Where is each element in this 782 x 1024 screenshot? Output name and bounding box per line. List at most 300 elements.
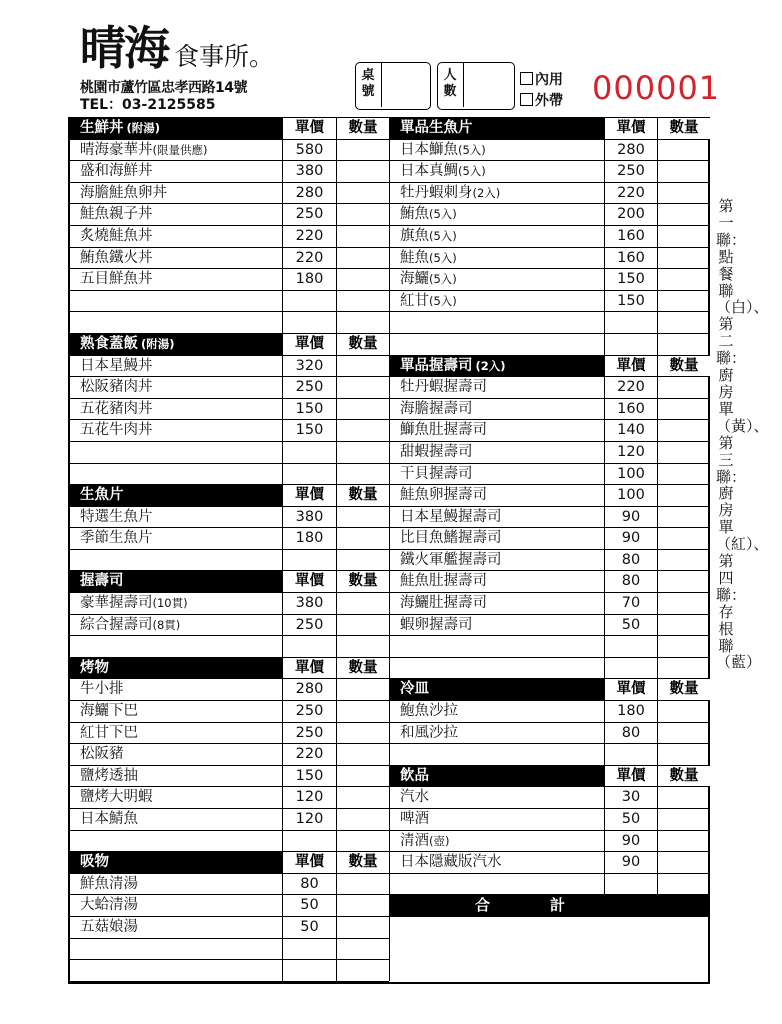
menu-item-price: 250	[604, 161, 657, 182]
menu-item-quantity-field[interactable]	[657, 571, 710, 592]
blank-row	[390, 636, 710, 658]
menu-item-quantity-field[interactable]	[336, 787, 389, 808]
menu-item-name	[70, 615, 282, 636]
menu-item-note: (5入)	[458, 164, 486, 179]
menu-item-row	[70, 183, 389, 205]
section-header	[390, 356, 710, 378]
dine-in-checkbox[interactable]	[520, 71, 563, 89]
menu-item-quantity-field[interactable]	[336, 766, 389, 787]
section-title	[70, 485, 282, 506]
menu-item-price: 150	[282, 420, 336, 441]
menu-item-row	[70, 679, 389, 701]
people-count-label: 人數	[443, 68, 457, 99]
table-number-divider	[381, 63, 382, 107]
blank-quantity-field[interactable]	[336, 939, 389, 960]
menu-item-name-text: 松阪豬	[80, 746, 124, 763]
menu-item-name-text: 五菇娘湯	[80, 918, 138, 935]
menu-item-quantity-field[interactable]	[657, 377, 710, 398]
menu-item-name-text: 季節生魚片	[80, 530, 153, 547]
menu-item-price: 380	[282, 507, 336, 528]
menu-item-price: 380	[282, 161, 336, 182]
menu-item-price: 220	[282, 226, 336, 247]
quantity-column-header: 數量	[657, 356, 710, 377]
menu-item-quantity-field[interactable]	[657, 269, 710, 290]
menu-item-quantity-field[interactable]	[336, 744, 389, 765]
price-column-header: 單價	[604, 679, 657, 700]
menu-item-row	[390, 248, 710, 270]
menu-item-name	[70, 161, 282, 182]
menu-item-quantity-field[interactable]	[657, 420, 710, 441]
section-title-text: 握壽司	[80, 573, 124, 590]
menu-item-name-text: 汽水	[400, 789, 429, 806]
menu-item-row	[70, 140, 389, 162]
price-column-header: 單價	[282, 485, 336, 506]
price-column-header: 單價	[282, 852, 336, 873]
menu-item-price: 50	[604, 809, 657, 830]
menu-item-row	[390, 161, 710, 183]
menu-item-name-text: 豪華握壽司	[80, 595, 153, 612]
menu-item-quantity-field[interactable]	[336, 874, 389, 895]
section-title-text: 生魚片	[80, 487, 124, 504]
menu-item-quantity-field[interactable]	[657, 787, 710, 808]
quantity-column-header: 數量	[336, 118, 389, 139]
menu-item-price: 220	[282, 248, 336, 269]
section-header	[70, 118, 389, 140]
blank-name-field[interactable]	[390, 334, 604, 355]
section-header	[70, 485, 389, 507]
menu-item-price: 320	[282, 356, 336, 377]
address: 桃園市蘆竹區忠孝西路14號	[80, 80, 247, 96]
menu-item-name-text: 鰤魚肚握壽司	[400, 422, 487, 439]
menu-item-quantity-field[interactable]	[657, 183, 710, 204]
menu-item-quantity-field[interactable]	[336, 183, 389, 204]
menu-item-row	[70, 226, 389, 248]
blank-quantity-field[interactable]	[336, 960, 389, 981]
menu-item-price: 280	[282, 679, 336, 700]
menu-item-quantity-field[interactable]	[657, 464, 710, 485]
menu-item-quantity-field[interactable]	[336, 420, 389, 441]
takeout-checkbox[interactable]	[520, 92, 563, 110]
right-menu-column	[389, 118, 710, 981]
menu-item-price: 250	[282, 723, 336, 744]
menu-item-quantity-field[interactable]	[336, 895, 389, 916]
blank-row	[70, 464, 389, 486]
menu-item-row	[390, 226, 710, 248]
quantity-column-header: 數量	[336, 485, 389, 506]
menu-item-price: 160	[604, 248, 657, 269]
menu-item-name	[390, 183, 604, 204]
menu-item-name	[390, 226, 604, 247]
menu-item-name	[390, 723, 604, 744]
blank-name-field[interactable]	[70, 464, 282, 485]
section-title-text: 烤物	[80, 659, 109, 676]
menu-item-name	[70, 874, 282, 895]
menu-item-name-text: 鹽烤透抽	[80, 767, 138, 784]
menu-item-name	[70, 356, 282, 377]
blank-price-field[interactable]	[282, 550, 336, 571]
menu-item-quantity-field[interactable]	[657, 593, 710, 614]
menu-item-name	[390, 571, 604, 592]
menu-item-row	[70, 917, 389, 939]
blank-name-field[interactable]	[390, 744, 604, 765]
menu-item-name-text: 海膽鮭魚卵丼	[80, 184, 167, 201]
menu-item-row	[70, 420, 389, 442]
menu-item-quantity-field[interactable]	[657, 204, 710, 225]
menu-item-name-text: 日本星鰻丼	[80, 357, 153, 374]
menu-item-row	[70, 744, 389, 766]
blank-price-field[interactable]	[282, 939, 336, 960]
menu-item-name-text: 旗魚	[400, 227, 429, 244]
menu-item-note: (5入)	[429, 293, 457, 308]
menu-item-quantity-field[interactable]	[657, 615, 710, 636]
menu-item-price: 70	[604, 593, 657, 614]
quantity-column-header: 數量	[336, 658, 389, 679]
menu-item-name-text: 蝦卵握壽司	[400, 616, 473, 633]
menu-item-quantity-field[interactable]	[336, 356, 389, 377]
section-header	[390, 679, 710, 701]
menu-item-price: 80	[604, 550, 657, 571]
menu-item-price: 50	[282, 895, 336, 916]
menu-item-price: 80	[604, 571, 657, 592]
menu-item-name-text: 鐵火軍艦握壽司	[400, 551, 502, 568]
menu-item-name	[70, 787, 282, 808]
menu-item-name-text: 日本隱藏版汽水	[400, 854, 502, 871]
menu-item-name-text: 鮑魚沙拉	[400, 703, 458, 720]
quantity-column-header: 數量	[657, 766, 710, 787]
blank-name-field[interactable]	[70, 636, 282, 657]
dine-in-label: 內用	[535, 72, 563, 88]
blank-price-field[interactable]	[282, 960, 336, 981]
menu-item-quantity-field[interactable]	[657, 809, 710, 830]
menu-item-name-text: 炙燒鮭魚丼	[80, 227, 153, 244]
blank-name-field[interactable]	[390, 874, 604, 895]
blank-price-field[interactable]	[604, 658, 657, 679]
menu-item-row	[70, 161, 389, 183]
section-title	[390, 766, 604, 787]
blank-price-field[interactable]	[282, 442, 336, 463]
menu-item-price: 150	[282, 766, 336, 787]
section-title-text: 飲品	[400, 767, 429, 784]
menu-item-quantity-field[interactable]	[657, 852, 710, 873]
menu-item-name-text: 鮭魚	[400, 249, 429, 266]
menu-item-price: 180	[604, 701, 657, 722]
menu-item-price: 280	[604, 140, 657, 161]
menu-item-row	[390, 140, 710, 162]
blank-quantity-field[interactable]	[657, 874, 710, 895]
menu-item-name	[70, 679, 282, 700]
menu-item-price: 90	[604, 528, 657, 549]
people-count-divider	[463, 63, 464, 107]
menu-item-row	[70, 615, 389, 637]
quantity-column-header: 數量	[336, 571, 389, 592]
menu-item-row	[70, 204, 389, 226]
menu-item-price: 50	[282, 917, 336, 938]
menu-item-quantity-field[interactable]	[336, 269, 389, 290]
section-title-note: (附湯)	[141, 336, 175, 351]
menu-item-quantity-field[interactable]	[336, 809, 389, 830]
blank-name-field[interactable]	[390, 312, 604, 333]
menu-item-row	[70, 507, 389, 529]
section-header	[70, 658, 389, 680]
menu-item-name-text: 甜蝦握壽司	[400, 443, 473, 460]
menu-item-name-text: 海膽握壽司	[400, 400, 473, 417]
menu-item-quantity-field[interactable]	[657, 226, 710, 247]
menu-item-name	[390, 161, 604, 182]
menu-item-name	[390, 615, 604, 636]
menu-item-note: (5入)	[429, 272, 457, 287]
menu-item-price: 160	[604, 226, 657, 247]
section-title	[390, 356, 604, 377]
blank-name-field[interactable]	[70, 442, 282, 463]
blank-quantity-field[interactable]	[657, 334, 710, 355]
blank-quantity-field[interactable]	[657, 312, 710, 333]
blank-name-field[interactable]	[390, 658, 604, 679]
blank-quantity-field[interactable]	[657, 658, 710, 679]
menu-item-price: 250	[282, 204, 336, 225]
menu-item-quantity-field[interactable]	[657, 507, 710, 528]
blank-price-field[interactable]	[604, 636, 657, 657]
menu-item-quantity-field[interactable]	[657, 485, 710, 506]
menu-item-quantity-field[interactable]	[336, 204, 389, 225]
menu-item-row	[390, 269, 710, 291]
blank-price-field[interactable]	[282, 831, 336, 852]
menu-item-name	[70, 269, 282, 290]
menu-item-quantity-field[interactable]	[336, 917, 389, 938]
menu-item-quantity-field[interactable]	[336, 226, 389, 247]
blank-name-field[interactable]	[70, 312, 282, 333]
menu-item-quantity-field[interactable]	[336, 723, 389, 744]
menu-item-price: 120	[604, 442, 657, 463]
menu-item-name	[70, 766, 282, 787]
blank-quantity-field[interactable]	[336, 442, 389, 463]
menu-item-row	[70, 593, 389, 615]
menu-item-price: 50	[604, 615, 657, 636]
menu-item-row	[390, 485, 710, 507]
menu-item-name	[390, 787, 604, 808]
menu-item-name	[390, 291, 604, 312]
menu-item-quantity-field[interactable]	[336, 507, 389, 528]
menu-item-row	[390, 571, 710, 593]
blank-name-field[interactable]	[70, 960, 282, 981]
menu-item-name-text: 晴海豪華丼	[80, 141, 153, 158]
menu-item-quantity-field[interactable]	[657, 550, 710, 571]
menu-item-row	[390, 204, 710, 226]
menu-item-row	[70, 809, 389, 831]
price-column-header: 單價	[604, 766, 657, 787]
blank-name-field[interactable]	[70, 291, 282, 312]
section-title-note: (附湯)	[126, 121, 161, 135]
blank-quantity-field[interactable]	[657, 636, 710, 657]
blank-name-field[interactable]	[70, 939, 282, 960]
blank-quantity-field[interactable]	[657, 744, 710, 765]
blank-price-field[interactable]	[604, 744, 657, 765]
blank-price-field[interactable]	[282, 291, 336, 312]
blank-row	[390, 312, 710, 334]
menu-item-row	[70, 766, 389, 788]
menu-item-price: 200	[604, 204, 657, 225]
menu-item-quantity-field[interactable]	[657, 140, 710, 161]
section-title-text: 熟食蓋飯	[80, 335, 138, 352]
menu-item-name	[390, 140, 604, 161]
menu-item-name	[390, 809, 604, 830]
menu-item-row	[70, 248, 389, 270]
menu-item-row	[390, 399, 710, 421]
blank-name-field[interactable]	[390, 636, 604, 657]
menu-item-price: 180	[282, 269, 336, 290]
menu-item-note: (壺)	[429, 833, 450, 848]
menu-item-price: 150	[604, 291, 657, 312]
section-title	[390, 679, 604, 700]
blank-row	[390, 874, 710, 896]
menu-item-row	[390, 377, 710, 399]
menu-item-quantity-field[interactable]	[336, 701, 389, 722]
menu-item-name	[70, 528, 282, 549]
blank-price-field[interactable]	[282, 464, 336, 485]
takeout-label: 外帶	[535, 93, 563, 109]
copy-distribution-note: 第一聯：點餐聯（白）、第二聯：廚房單（黃）、第三聯：廚房單（紅）、第四聯：存根聯（藍）	[716, 197, 769, 672]
menu-item-name-text: 日本鰤魚	[400, 141, 458, 158]
menu-item-quantity-field[interactable]	[336, 399, 389, 420]
menu-item-name	[390, 442, 604, 463]
menu-item-name	[70, 744, 282, 765]
menu-item-quantity-field[interactable]	[657, 291, 710, 312]
price-column-header: 單價	[282, 658, 336, 679]
menu-item-name-text: 清酒	[400, 832, 429, 849]
blank-quantity-field[interactable]	[336, 550, 389, 571]
blank-row	[70, 831, 389, 853]
menu-item-price: 250	[282, 701, 336, 722]
blank-quantity-field[interactable]	[336, 636, 389, 657]
total-label: 合計	[390, 895, 710, 917]
section-title	[390, 118, 604, 139]
blank-name-field[interactable]	[70, 550, 282, 571]
menu-item-quantity-field[interactable]	[336, 140, 389, 161]
menu-item-name-text: 牡丹蝦刺身	[400, 184, 473, 201]
blank-row	[70, 312, 389, 334]
menu-item-name-text: 啤酒	[400, 811, 429, 827]
blank-price-field[interactable]	[282, 312, 336, 333]
menu-item-name-text: 鹽烤大明蝦	[80, 789, 153, 806]
logo-main-text: 晴海	[80, 21, 168, 75]
quantity-column-header: 數量	[336, 334, 389, 355]
menu-item-row	[70, 528, 389, 550]
menu-item-row	[390, 464, 710, 486]
section-header	[390, 766, 710, 788]
menu-item-name	[390, 204, 604, 225]
menu-item-row	[390, 442, 710, 464]
menu-item-name	[70, 593, 282, 614]
menu-item-name-text: 日本鯖魚	[80, 811, 138, 827]
blank-name-field[interactable]	[70, 831, 282, 852]
menu-item-row	[390, 420, 710, 442]
menu-item-quantity-field[interactable]	[657, 161, 710, 182]
menu-item-row	[390, 528, 710, 550]
menu-item-quantity-field[interactable]	[336, 528, 389, 549]
section-title-text: 單品握壽司	[400, 357, 473, 374]
blank-price-field[interactable]	[604, 312, 657, 333]
menu-item-name	[70, 183, 282, 204]
blank-price-field[interactable]	[604, 874, 657, 895]
menu-item-quantity-field[interactable]	[657, 399, 710, 420]
section-title-text: 冷皿	[400, 681, 429, 698]
menu-item-price: 250	[282, 377, 336, 398]
price-column-header: 單價	[604, 356, 657, 377]
menu-item-quantity-field[interactable]	[657, 528, 710, 549]
menu-item-quantity-field[interactable]	[657, 831, 710, 852]
blank-quantity-field[interactable]	[336, 312, 389, 333]
blank-row	[70, 939, 389, 961]
blank-quantity-field[interactable]	[336, 291, 389, 312]
section-header	[70, 852, 389, 874]
price-column-header: 單價	[282, 334, 336, 355]
menu-item-note: (5入)	[429, 207, 457, 222]
menu-item-name	[70, 895, 282, 916]
blank-quantity-field[interactable]	[336, 831, 389, 852]
menu-item-name	[390, 377, 604, 398]
blank-row	[390, 334, 710, 356]
menu-item-quantity-field[interactable]	[336, 161, 389, 182]
menu-item-row	[390, 723, 710, 745]
menu-item-quantity-field[interactable]	[336, 248, 389, 269]
menu-item-row	[70, 701, 389, 723]
blank-row	[70, 636, 389, 658]
dine-in-box[interactable]	[520, 72, 533, 85]
menu-item-quantity-field[interactable]	[657, 248, 710, 269]
menu-item-quantity-field[interactable]	[336, 615, 389, 636]
menu-item-name-text: 鮪魚鐵火丼	[80, 249, 153, 266]
menu-item-name	[390, 831, 604, 852]
menu-item-row	[70, 723, 389, 745]
menu-item-note: (5入)	[429, 250, 457, 265]
menu-item-quantity-field[interactable]	[657, 701, 710, 722]
menu-item-price: 140	[604, 420, 657, 441]
menu-item-row	[390, 615, 710, 637]
total-amount-field[interactable]	[390, 917, 710, 981]
menu-item-name-text: 海鱺下巴	[80, 703, 138, 720]
blank-row	[390, 744, 710, 766]
menu-item-name-text: 海鱺肚握壽司	[400, 595, 487, 612]
menu-item-name	[390, 528, 604, 549]
serial-number: 000001	[592, 69, 721, 107]
section-title-text: 單品生魚片	[400, 120, 473, 136]
section-title	[70, 852, 282, 873]
menu-item-quantity-field[interactable]	[336, 679, 389, 700]
menu-item-row	[390, 787, 710, 809]
blank-quantity-field[interactable]	[336, 464, 389, 485]
section-title-text: 生鮮丼	[80, 120, 124, 136]
menu-item-name	[70, 204, 282, 225]
menu-item-note: (8貫)	[152, 617, 181, 632]
menu-item-quantity-field[interactable]	[657, 723, 710, 744]
menu-item-quantity-field[interactable]	[657, 442, 710, 463]
menu-item-row	[70, 356, 389, 378]
blank-price-field[interactable]	[604, 334, 657, 355]
menu-item-price: 160	[604, 399, 657, 420]
menu-item-name-text: 大蛤清湯	[80, 897, 138, 914]
blank-price-field[interactable]	[282, 636, 336, 657]
menu-item-name	[390, 852, 604, 873]
section-title	[70, 658, 282, 679]
menu-item-price: 100	[604, 485, 657, 506]
menu-item-name	[70, 226, 282, 247]
menu-item-quantity-field[interactable]	[336, 593, 389, 614]
section-title	[70, 571, 282, 592]
menu-item-price: 120	[282, 809, 336, 830]
menu-item-row	[390, 831, 710, 853]
menu-item-quantity-field[interactable]	[336, 377, 389, 398]
takeout-box[interactable]	[520, 93, 533, 106]
menu-item-row	[70, 377, 389, 399]
